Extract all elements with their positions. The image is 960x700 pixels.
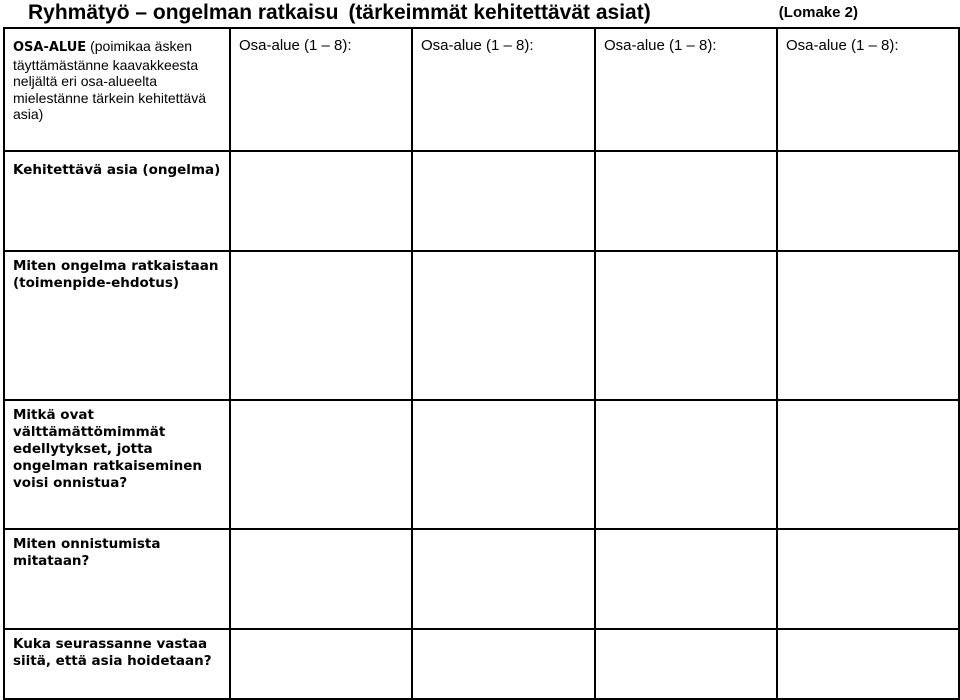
mittaus-cell-3[interactable] — [595, 529, 777, 629]
mittaus-cell-1[interactable] — [230, 529, 412, 629]
osa-alue-field-1[interactable] — [230, 28, 412, 151]
row-label-vastuu: Kuka seurassanne vastaa siitä, että asia hoidetaan? — [4, 629, 230, 699]
vastuu-cell-1[interactable] — [230, 629, 412, 699]
osa-alue-label-3: Osa-alue (1 – 8): — [604, 37, 717, 54]
title-sub: (tärkeimmät kehitettävät asiat) — [348, 1, 651, 24]
form-table — [3, 27, 960, 700]
row-label-edellytykset: Mitkä ovat välttämättömimmät edellytykset, jotta ongelman ratkaiseminen voisi onnistua? — [4, 400, 230, 529]
row-label-toimenpide: Miten ongelma ratkaistaan (toimenpide-ehdotus) — [4, 251, 230, 400]
ongelma-cell-3[interactable] — [595, 151, 777, 251]
row-label-osa-alue — [4, 28, 230, 151]
vastuu-cell-3[interactable] — [595, 629, 777, 699]
mittaus-cell-2[interactable] — [412, 529, 595, 629]
osa-alue-label-1: Osa-alue (1 – 8): — [239, 37, 352, 54]
row-label-ongelma: Kehitettävä asia (ongelma) — [4, 151, 230, 251]
toimenpide-cell-1[interactable] — [230, 251, 412, 400]
table-row — [4, 151, 959, 251]
title-main: Ryhmätyö – ongelman ratkaisu — [28, 1, 339, 24]
vastuu-cell-2[interactable] — [412, 629, 595, 699]
edellytykset-cell-1[interactable] — [230, 400, 412, 529]
table-row — [4, 251, 959, 400]
osa-alue-field-4[interactable] — [777, 28, 959, 151]
osa-alue-label-4: Osa-alue (1 – 8): — [786, 37, 899, 54]
form-id: (Lomake 2) — [778, 4, 858, 21]
vastuu-cell-4[interactable] — [777, 629, 959, 699]
ongelma-cell-4[interactable] — [777, 151, 959, 251]
osa-alue-label-bold: OSA-ALUE — [13, 40, 87, 55]
ongelma-cell-2[interactable] — [412, 151, 595, 251]
ongelma-cell-1[interactable] — [230, 151, 412, 251]
row-label-mittaus: Miten onnistumista mitataan? — [4, 529, 230, 629]
table-row — [4, 400, 959, 529]
table-row — [4, 28, 959, 151]
osa-alue-field-2[interactable] — [412, 28, 595, 151]
edellytykset-cell-3[interactable] — [595, 400, 777, 529]
mittaus-cell-4[interactable] — [777, 529, 959, 629]
toimenpide-cell-2[interactable] — [412, 251, 595, 400]
toimenpide-cell-4[interactable] — [777, 251, 959, 400]
page-title — [28, 0, 651, 26]
toimenpide-cell-3[interactable] — [595, 251, 777, 400]
table-row — [4, 629, 959, 699]
edellytykset-cell-4[interactable] — [777, 400, 959, 529]
edellytykset-cell-2[interactable] — [412, 400, 595, 529]
osa-alue-field-3[interactable] — [595, 28, 777, 151]
table-row — [4, 529, 959, 629]
osa-alue-label-text: (poimikaa äsken täyttämästänne kaavakkeesta neljältä eri osa-alueelta mielestänne tärkein kehitettävä asia) — [13, 38, 206, 122]
osa-alue-label-2: Osa-alue (1 – 8): — [421, 37, 534, 54]
